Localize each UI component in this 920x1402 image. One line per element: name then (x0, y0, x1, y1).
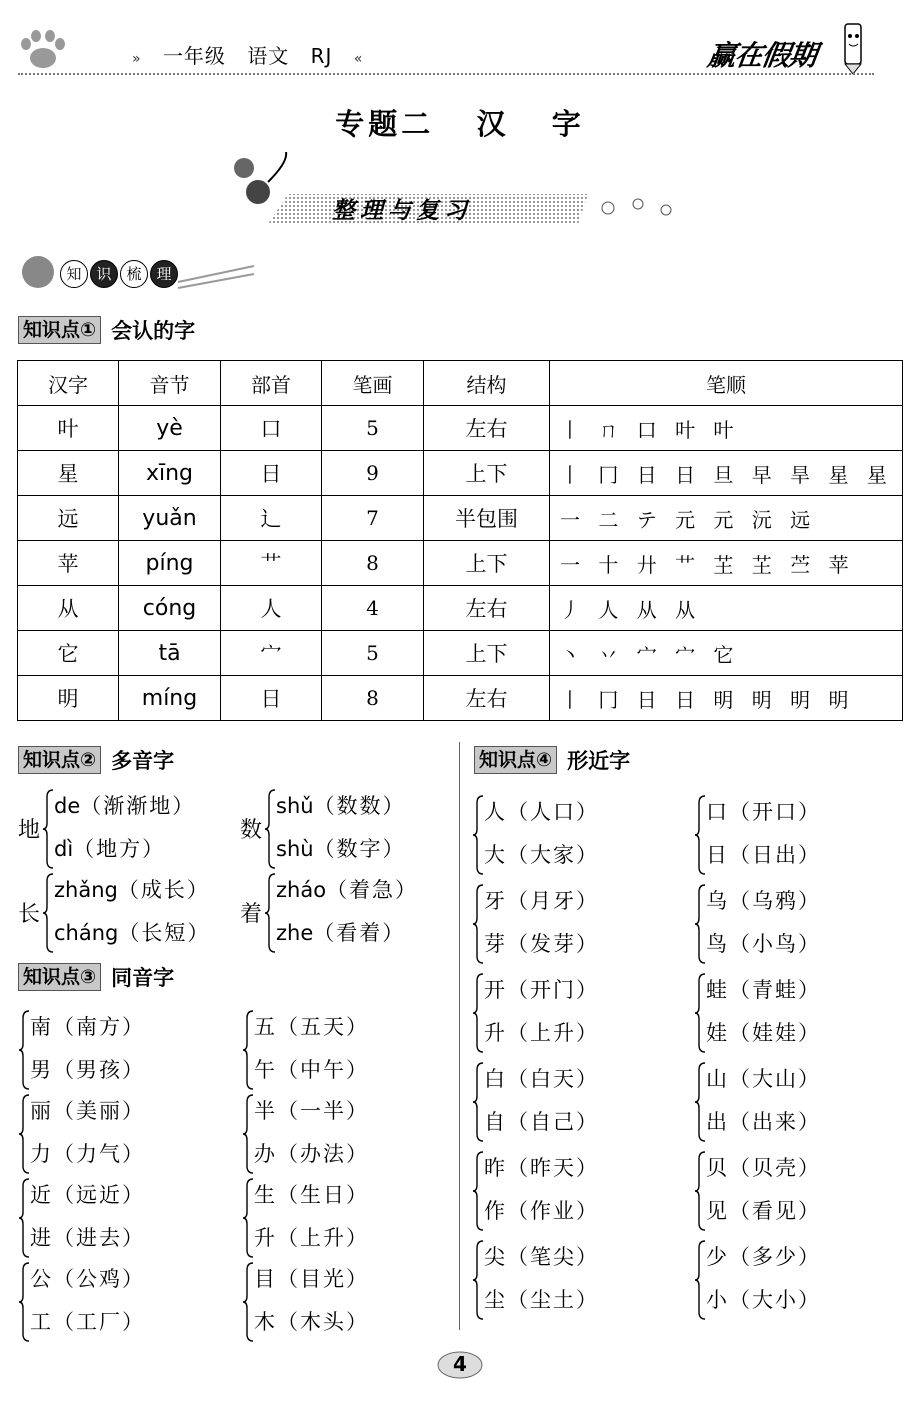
pair-item: 尖（笔尖） (484, 1245, 599, 1269)
homophone-group (18, 1007, 208, 1093)
pair-item: 出（出来） (706, 1110, 821, 1134)
table-cell: 上下 (424, 631, 550, 676)
pair-item: 男（男孩） (30, 1058, 145, 1082)
pair-item: 近（远近） (30, 1183, 145, 1207)
table-cell: 上下 (424, 451, 550, 496)
example-word: （地方） (73, 837, 166, 861)
column-header: 汉字 (18, 361, 119, 406)
example-word: （长短） (118, 921, 211, 945)
section-3-header (18, 963, 174, 991)
pinyin: de (54, 794, 81, 818)
pair-item: 午（中午） (254, 1058, 369, 1082)
homophone-group (18, 1091, 208, 1177)
table-header-row (18, 361, 903, 406)
pair-item: 牙（月牙） (484, 889, 599, 913)
section-4-tag: 知识点④ (474, 746, 557, 774)
table-cell: 5 (322, 631, 424, 676)
knowledge-badge-char-1: 知 (60, 260, 88, 288)
polyphone-reading (54, 790, 195, 820)
knowledge-badge-char-2: 识 (90, 260, 118, 288)
curly-brace-icon (242, 1262, 254, 1342)
polyphone-group (240, 870, 440, 956)
polyphone-reading (276, 917, 405, 947)
pinyin: shù (276, 837, 314, 861)
pair-item: 昨（昨天） (484, 1156, 599, 1180)
curly-brace-icon (18, 1262, 30, 1342)
table-cell: 8 (322, 676, 424, 721)
pair-item: 见（看见） (706, 1199, 821, 1223)
curly-brace-icon (694, 1151, 706, 1231)
pair-item: 小（大小） (706, 1288, 821, 1312)
pinyin: zhe (276, 921, 314, 945)
polyphone-reading (54, 833, 165, 863)
table-cell: cóng (119, 586, 221, 631)
table-row (18, 406, 903, 451)
curly-brace-icon (18, 1094, 30, 1174)
table-cell: yuǎn (119, 496, 221, 541)
pair-item: 鸟（小鸟） (706, 932, 821, 956)
table-cell: 它 (18, 631, 119, 676)
page-number: 4 (453, 1352, 467, 1376)
curly-brace-icon (42, 873, 54, 953)
curly-brace-icon (472, 1062, 484, 1142)
table-cell: 丨 冂 日 日 明 明 明 明 (550, 676, 903, 721)
section-2-header (18, 746, 174, 774)
table-cell: 星 (18, 451, 119, 496)
column-header: 音节 (119, 361, 221, 406)
curly-brace-icon (264, 789, 276, 869)
table-cell: 左右 (424, 586, 550, 631)
pair-item: 南（南方） (30, 1015, 145, 1039)
table-row (18, 631, 903, 676)
section-2-title: 多音字 (111, 749, 175, 773)
polyphone-reading (276, 790, 406, 820)
curly-brace-icon (694, 973, 706, 1053)
similar-character-group (472, 1059, 662, 1145)
table-cell: 上下 (424, 541, 550, 586)
table-cell: xīng (119, 451, 221, 496)
table-cell: 半包围 (424, 496, 550, 541)
pair-item: 人（人口） (484, 800, 599, 824)
polyphone-group (240, 786, 440, 872)
table-cell: 丨 ㄇ 口 叶 叶 (550, 406, 903, 451)
column-header: 部首 (221, 361, 322, 406)
table-cell: 一 二 テ 元 元 沅 远 (550, 496, 903, 541)
polyphone-char: 着 (240, 902, 263, 927)
example-word: （数数） (313, 794, 406, 818)
curly-brace-icon (264, 873, 276, 953)
homophone-group (242, 1007, 432, 1093)
curly-brace-icon (18, 1010, 30, 1090)
table-cell: 艹 (221, 541, 322, 586)
brand-logo (705, 28, 870, 74)
pinyin: zhǎng (54, 878, 118, 902)
similar-character-group (472, 881, 662, 967)
curly-brace-icon (694, 1240, 706, 1320)
pair-item: 木（木头） (254, 1310, 369, 1334)
header-divider (18, 73, 874, 75)
homophone-group (242, 1091, 432, 1177)
table-row (18, 586, 903, 631)
table-cell: 远 (18, 496, 119, 541)
characters-table (17, 360, 903, 721)
similar-character-group (694, 1059, 884, 1145)
header-left-marker: » (132, 51, 142, 67)
brand-text: 赢在假期 (705, 39, 819, 72)
example-word: （成长） (117, 878, 210, 902)
pair-item: 自（自己） (484, 1110, 599, 1134)
pinyin: zháo (276, 878, 327, 902)
table-cell: 5 (322, 406, 424, 451)
section-1-title: 会认的字 (111, 319, 196, 343)
example-word: （着急） (326, 878, 419, 902)
similar-character-group (694, 1237, 884, 1323)
section-1-header (18, 316, 195, 344)
table-row (18, 451, 903, 496)
curly-brace-icon (472, 884, 484, 964)
table-cell: 丶 丷 宀 宀 它 (550, 631, 903, 676)
section-2-tag: 知识点② (18, 746, 101, 774)
table-cell: 日 (221, 676, 322, 721)
similar-character-group (472, 1148, 662, 1234)
pinyin: cháng (54, 921, 119, 945)
pair-item: 日（日出） (706, 843, 821, 867)
homophone-group (242, 1175, 432, 1261)
table-row (18, 676, 903, 721)
pair-item: 贝（贝壳） (706, 1156, 821, 1180)
similar-character-group (694, 970, 884, 1056)
curly-brace-icon (472, 1151, 484, 1231)
pair-item: 少（多少） (706, 1245, 821, 1269)
table-cell: 左右 (424, 676, 550, 721)
knowledge-review-badge (18, 252, 258, 292)
example-word: （数字） (313, 837, 406, 861)
knowledge-badge-char-3: 梳 (120, 260, 148, 288)
header-right-marker: « (353, 51, 364, 67)
table-cell: 苹 (18, 541, 119, 586)
paw-print-icon (18, 28, 68, 72)
polyphone-reading (276, 833, 406, 863)
pair-item: 芽（发芽） (484, 932, 599, 956)
column-header: 笔顺 (550, 361, 903, 406)
polyphone-reading (54, 874, 210, 904)
pair-item: 进（进去） (30, 1226, 145, 1250)
similar-character-group (694, 881, 884, 967)
table-body (18, 406, 903, 721)
homophone-group (242, 1259, 432, 1345)
curly-brace-icon (694, 795, 706, 875)
table-cell: 叶 (18, 406, 119, 451)
curly-brace-icon (42, 789, 54, 869)
column-header: 结构 (424, 361, 550, 406)
section-1-tag: 知识点① (18, 316, 101, 344)
pair-item: 蛙（青蛙） (706, 978, 821, 1002)
polyphone-char: 地 (18, 818, 41, 843)
similar-character-group (694, 792, 884, 878)
header-subject: 语文 (247, 44, 290, 68)
pinyin: dì (54, 837, 74, 861)
header-edition: RJ (310, 44, 333, 68)
table-cell: 左右 (424, 406, 550, 451)
homophone-group (18, 1259, 208, 1345)
table-cell: 7 (322, 496, 424, 541)
pair-item: 丽（美丽） (30, 1099, 145, 1123)
header-course-info (132, 40, 377, 69)
polyphone-char: 数 (240, 818, 263, 843)
homophone-group (18, 1175, 208, 1261)
pair-item: 娃（娃娃） (706, 1021, 821, 1045)
polyphone-group (18, 786, 218, 872)
table-cell: 丿 人 从 从 (550, 586, 903, 631)
curly-brace-icon (242, 1094, 254, 1174)
pair-item: 目（目光） (254, 1267, 369, 1291)
knowledge-badge-char-4: 理 (150, 260, 178, 288)
header-grade: 一年级 (162, 44, 226, 68)
polyphone-char: 长 (18, 902, 41, 927)
table-cell: 人 (221, 586, 322, 631)
pair-item: 白（白天） (484, 1067, 599, 1091)
table-row (18, 496, 903, 541)
polyphone-reading (276, 874, 418, 904)
pair-item: 力（力气） (30, 1142, 145, 1166)
curly-brace-icon (694, 884, 706, 964)
similar-character-group (472, 1237, 662, 1323)
polyphone-reading (54, 917, 210, 947)
table-cell: 8 (322, 541, 424, 586)
column-divider (459, 742, 460, 1330)
pair-item: 五（五天） (254, 1015, 369, 1039)
pair-item: 升（上升） (254, 1226, 369, 1250)
pair-item: 工（工厂） (30, 1310, 145, 1334)
table-cell: 4 (322, 586, 424, 631)
pair-item: 大（大家） (484, 843, 599, 867)
pair-item: 尘（尘土） (484, 1288, 599, 1312)
section-4-header (474, 746, 630, 774)
pair-item: 升（上升） (484, 1021, 599, 1045)
pair-item: 公（公鸡） (30, 1267, 145, 1291)
example-word: （看着） (313, 921, 406, 945)
banner-label: 整理与复习 (332, 198, 472, 224)
similar-character-group (694, 1148, 884, 1234)
table-cell: 从 (18, 586, 119, 631)
table-row (18, 541, 903, 586)
pair-item: 作（作业） (484, 1199, 599, 1223)
section-3-title: 同音字 (111, 966, 175, 990)
table-cell: 辶 (221, 496, 322, 541)
pair-item: 乌（乌鸦） (706, 889, 821, 913)
curly-brace-icon (694, 1062, 706, 1142)
pair-item: 开（开门） (484, 978, 599, 1002)
curly-brace-icon (472, 795, 484, 875)
pair-item: 办（办法） (254, 1142, 369, 1166)
pair-item: 口（开口） (706, 800, 821, 824)
similar-character-group (472, 970, 662, 1056)
page-title: 专题二 汉 字 (335, 107, 585, 141)
pair-item: 生（生日） (254, 1183, 369, 1207)
curly-brace-icon (242, 1010, 254, 1090)
similar-character-group (472, 792, 662, 878)
table-cell: 宀 (221, 631, 322, 676)
table-cell: 9 (322, 451, 424, 496)
pinyin: shǔ (276, 794, 314, 818)
table-cell: 一 十 廾 艹 芏 芏 苎 苹 (550, 541, 903, 586)
column-header: 笔画 (322, 361, 424, 406)
pair-item: 山（大山） (706, 1067, 821, 1091)
section-3-tag: 知识点③ (18, 963, 101, 991)
curly-brace-icon (472, 973, 484, 1053)
curly-brace-icon (242, 1178, 254, 1258)
pencil-mascot-icon (836, 18, 870, 76)
table-cell: míng (119, 676, 221, 721)
table-cell: 口 (221, 406, 322, 451)
curly-brace-icon (18, 1178, 30, 1258)
section-4-title: 形近字 (567, 749, 631, 773)
polyphone-group (18, 870, 218, 956)
table-cell: 明 (18, 676, 119, 721)
table-cell: yè (119, 406, 221, 451)
table-cell: píng (119, 541, 221, 586)
table-cell: 丨 冂 日 日 旦 早 旱 星 星 (550, 451, 903, 496)
curly-brace-icon (472, 1240, 484, 1320)
table-cell: tā (119, 631, 221, 676)
table-cell: 日 (221, 451, 322, 496)
pair-item: 半（一半） (254, 1099, 369, 1123)
example-word: （渐渐地） (80, 794, 196, 818)
